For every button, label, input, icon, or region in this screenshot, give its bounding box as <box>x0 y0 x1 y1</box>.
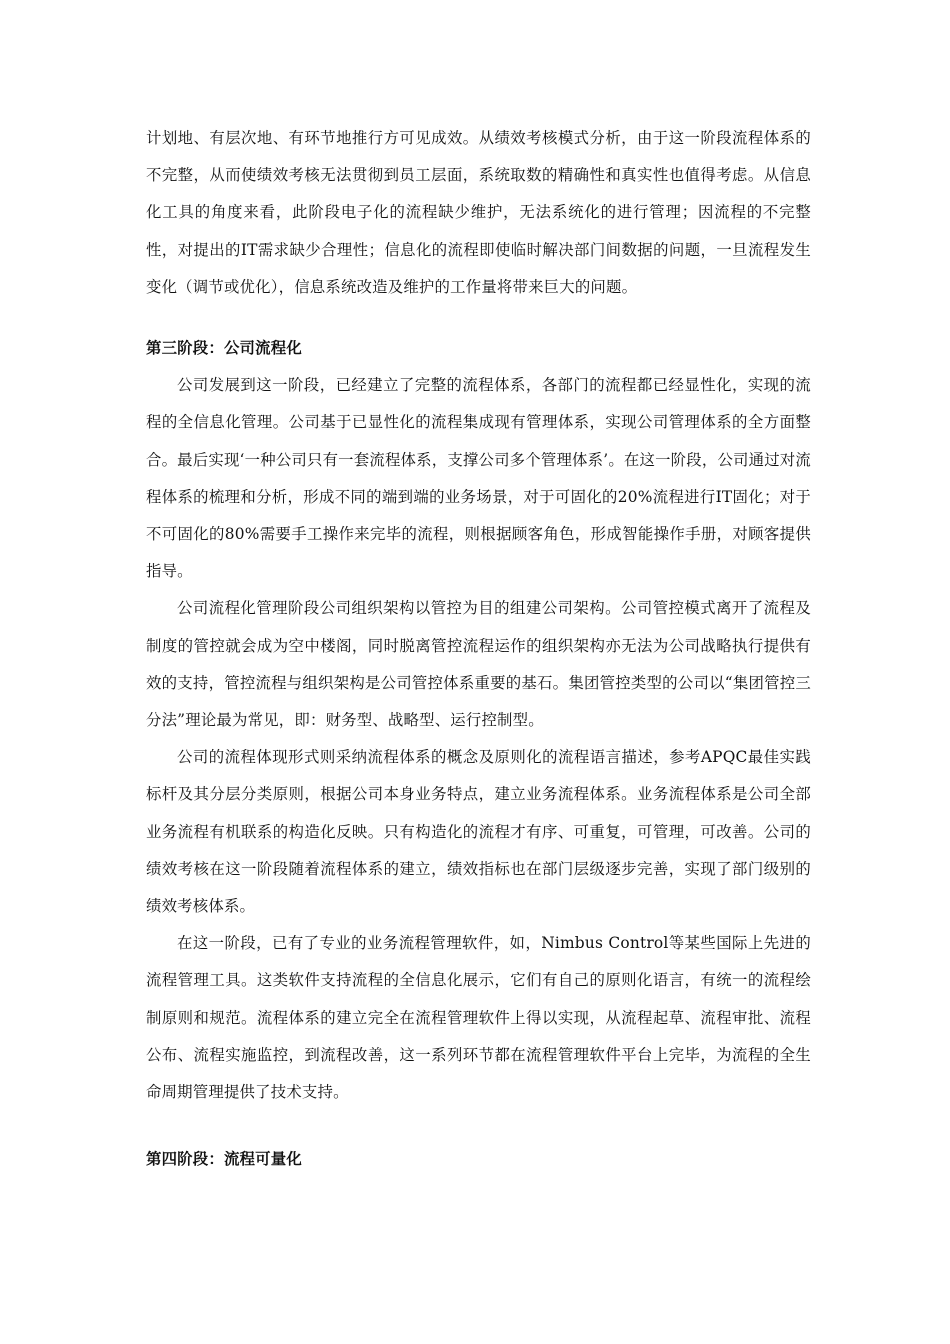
section-3-paragraph-2: 公司流程化管理阶段公司组织架构以管控为目的组建公司架构。公司管控模式离开了流程及制度的管控就会成为空中楼阁，同时脱离管控流程运作的组织架构亦无法为公司战略执行提供有效的支持，管控流程与组织架构是公司管控体系重要的基石。集团管控类型的公司以“集团管控三分法”理论最为常见，即：财务型、战略型、运行控制型。 <box>146 599 811 730</box>
section-3-paragraph-1: 公司发展到这一阶段，已经建立了完整的流程体系，各部门的流程都已经显性化，实现的流程的全信息化管理。公司基于已显性化的流程集成现有管理体系，实现公司管理体系的全方面整合。最后实现‘一种公司只有一套流程体系，支撑公司多个管理体系’。在这一阶段，公司通过对流程体系的梳理和分析，形成不同的端到端的业务场景，对于可固化的20%流程进行IT固化；对于不可固化的80%需要手工操作来完毕的流程，则根据顾客角色，形成智能操作手册，对顾客提供指导。 <box>146 376 811 581</box>
section-3-paragraph-3: 公司的流程体现形式则采纳流程体系的概念及原则化的流程语言描述，参考APQC最佳实践标杆及其分层分类原则，根据公司本身业务特点，建立业务流程体系。业务流程体系是公司全部业务流程有机联系的构造化反映。只有构造化的流程才有序、可重复，可管理，可改善。公司的绩效考核在这一阶段随着流程体系的建立，绩效指标也在部门层级逐步完善，实现了部门级别的绩效考核体系。 <box>146 748 811 916</box>
section-3-paragraph-4: 在这一阶段，已有了专业的业务流程管理软件，如，Nimbus Control等某些国际上先进的流程管理工具。这类软件支持流程的全信息化展示，它们有自己的原则化语言，有统一的流程绘制原则和规范。流程体系的建立完全在流程管理软件上得以实现，从流程起草、流程审批、流程公布、流程实施监控，到流程改善，这一系列环节都在流程管理软件平台上完毕，为流程的全生命周期管理提供了技术支持。 <box>146 934 811 1102</box>
intro-paragraph: 计划地、有层次地、有环节地推行方可见成效。从绩效考核模式分析，由于这一阶段流程体系的不完整，从而使绩效考核无法贯彻到员工层面，系统取数的精确性和真实性也值得考虑。从信息化工具的角度来看，此阶段电子化的流程缺少维护，无法系统化的进行管理；因流程的不完整性，对提出的IT需求缺少合理性；信息化的流程即使临时解决部门间数据的问题，一旦流程发生变化（调节或优化），信息系统改造及维护的工作量将带来巨大的问题。 <box>146 129 811 296</box>
section-4-heading: 第四阶段：流程可量化 <box>146 1150 302 1169</box>
document-page <box>146 120 811 1178</box>
section-3-heading: 第三阶段：公司流程化 <box>146 339 302 358</box>
